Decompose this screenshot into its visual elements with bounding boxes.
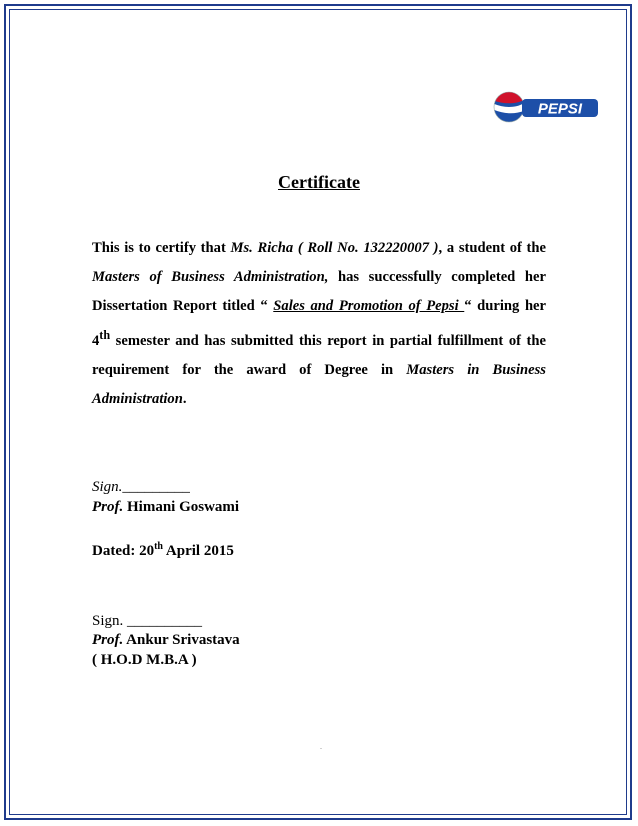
supervisor-name: Himani Goswami <box>123 499 240 515</box>
pepsi-logo <box>492 89 600 125</box>
svg-text:PEPSI: PEPSI <box>537 100 583 118</box>
hod-role: ( H.O.D M.B.A ) <box>92 652 197 668</box>
signature1-line: Sign._________ <box>92 479 190 495</box>
degree-name: Masters in Business Administration <box>92 361 546 407</box>
report-title: Sales and Promotion of Pepsi <box>273 298 465 314</box>
signature1-name <box>92 497 239 517</box>
certificate-body <box>92 234 546 414</box>
prof-prefix: Prof. <box>92 499 124 515</box>
certificate-title: Certificate <box>278 172 360 192</box>
pepsi-globe-icon <box>492 89 526 125</box>
dated-line <box>92 537 234 561</box>
body-end: . <box>182 390 187 407</box>
signature2-name <box>92 630 240 650</box>
student-name: Ms. Richa ( Roll No. 132220007 ) <box>230 240 439 256</box>
dated-rest: April 2015 <box>162 543 234 559</box>
body-text-2: has successfully completed her Dissertation Report titled “ <box>92 269 546 314</box>
body-text-1: , a student of the <box>438 240 547 256</box>
signature2-line: Sign. __________ <box>92 613 203 629</box>
pepsi-wordmark <box>522 99 598 118</box>
prof-prefix: Prof. <box>92 632 124 648</box>
program-name: Masters of Business Administration, <box>92 269 329 285</box>
dated-label: Dated: 20 <box>92 543 155 559</box>
body-intro: This is to certify that <box>92 240 231 256</box>
hod-name: Ankur Srivastava <box>123 632 240 648</box>
semester-superscript: th <box>99 328 111 342</box>
body-text-4: semester and has submitted this report in partial fulfillment of the requirement for the award of Degree in <box>92 332 546 378</box>
footer-mark: . <box>320 742 322 751</box>
dated-superscript: th <box>154 541 163 552</box>
body-text-3: “ during her 4 <box>92 298 547 349</box>
